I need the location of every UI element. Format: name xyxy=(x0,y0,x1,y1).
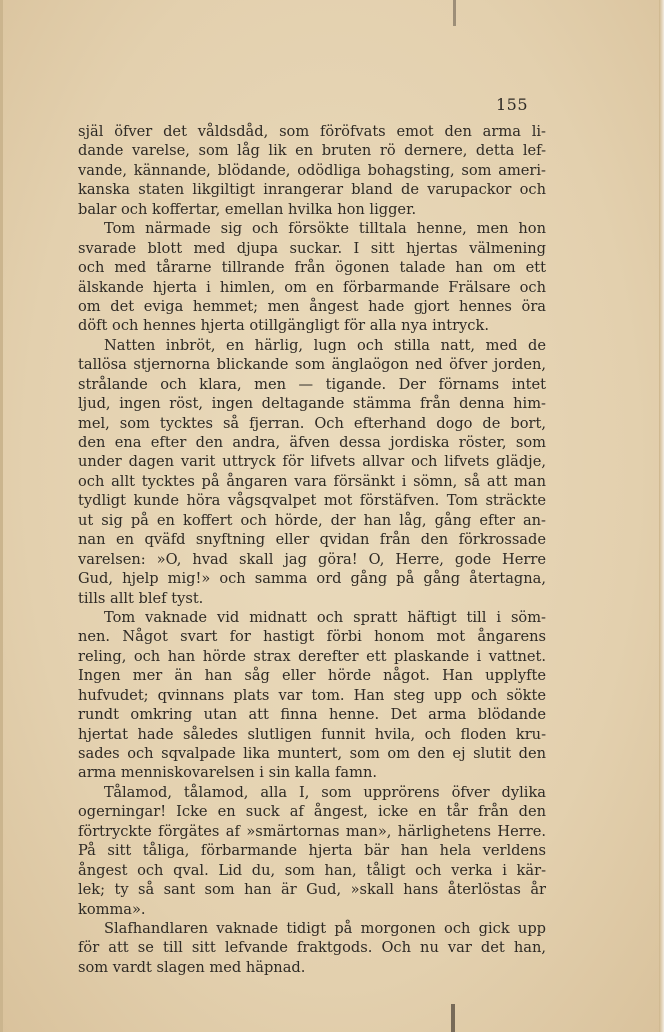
text-line: arma menniskovarelsen i sin kalla famn. xyxy=(78,764,378,782)
text-line: Gud, hjelp mig!» och samma ord gång på gång återtagna, xyxy=(78,570,546,588)
text-line: Tålamod, tålamod, alla I, som upprörens öfver dylika xyxy=(104,783,546,801)
text-line: hjertat hade således slutligen funnit hvila, och floden kru- xyxy=(78,725,546,743)
text-line: reling, och han hörde strax derefter ett plaskande i vattnet. xyxy=(78,647,546,665)
text-line: döft och hennes hjerta otillgängligt för alla nya intryck. xyxy=(78,317,489,335)
text-line: På sitt tåliga, förbarmande hjerta bär han hela verldens xyxy=(78,842,546,860)
text-line: för att se till sitt lefvande fraktgods. Och nu var det han, xyxy=(78,939,546,957)
text-line: mel, som tycktes så fjerran. Och efterhand dogo de bort, xyxy=(78,414,546,432)
text-line: Natten inbröt, en härlig, lugn och stilla natt, med de xyxy=(104,336,546,354)
text-line: ångest och qval. Lid du, som han, tåligt och verka i kär- xyxy=(78,861,546,879)
text-line: rundt omkring utan att finna henne. Det arma blödande xyxy=(78,706,546,724)
text-line: sades och sqvalpade lika muntert, som om den ej slutit den xyxy=(78,745,546,762)
text-line: själ öfver det våldsdåd, som föröfvats emot den arma li- xyxy=(78,123,546,140)
text-line: varelsen: »O, hvad skall jag göra! O, Herre, gode Herre xyxy=(78,550,546,568)
text-line: ogerningar! Icke en suck af ångest, icke en tår från den xyxy=(78,803,546,821)
text-line: tallösa stjernorna blickande som änglaögon ned öfver jorden, xyxy=(78,356,546,374)
text-line: och med tårarne tillrande från ögonen talade han om ett xyxy=(78,259,546,277)
text-line: om det eviga hemmet; men ångest hade gjort hennes öra xyxy=(78,297,546,315)
text-line: Slafhandlaren vaknade tidigt på morgonen och gick upp xyxy=(104,919,546,937)
binding-mark-top xyxy=(453,0,456,26)
text-line: komma». xyxy=(78,900,146,918)
text-line: balar och koffertar, emellan hvilka hon ligger. xyxy=(78,200,417,218)
text-line: förtryckte förgätes af »smärtornas man», härlighetens Herre. xyxy=(78,822,546,840)
body-text xyxy=(78,122,546,977)
text-line: nen. Något svart for hastigt förbi honom mot ångarens xyxy=(78,628,546,646)
text-line: svarade blott med djupa suckar. I sitt hjertas välmening xyxy=(78,239,546,257)
text-line: vande, kännande, blödande, odödliga bohagsting, som ameri- xyxy=(78,161,546,179)
text-line: och allt tycktes på ångaren vara försänkt i sömn, så att man xyxy=(78,472,546,490)
text-line: som vardt slagen med häpnad. xyxy=(78,958,306,976)
text-line: Tom närmade sig och försökte tilltala henne, men hon xyxy=(104,220,546,238)
text-line: nan en qväfd snyftning eller qvidan från den förkrossade xyxy=(78,531,546,549)
text-line: dande varelse, som låg lik en bruten rö dernere, detta lef- xyxy=(78,142,546,160)
text-line: tills allt blef tyst. xyxy=(78,589,204,607)
page-number: 155 xyxy=(495,95,528,114)
text-line: Tom vaknade vid midnatt och spratt häftigt till i söm- xyxy=(104,608,546,626)
binding-mark-bottom xyxy=(451,1004,455,1032)
text-line: tydligt kunde höra vågsqvalpet mot förstäfven. Tom sträckte xyxy=(78,492,546,510)
text-line: den ena efter den andra, äfven dessa jordiska röster, som xyxy=(78,434,546,451)
text-line: älskande hjerta i himlen, om en förbarmande Frälsare och xyxy=(78,278,546,296)
text-line: strålande och klara, men — tigande. Der förnams intet xyxy=(78,375,546,393)
text-line: ljud, ingen röst, ingen deltagande stämma från denna him- xyxy=(78,395,546,413)
text-line: kanska staten likgiltigt inrangerar bland de varupackor och xyxy=(78,181,546,199)
text-line: Ingen mer än han såg eller hörde något. Han upplyfte xyxy=(78,667,546,685)
text-line: under dagen varit uttryck för lifvets allvar och lifvets glädje, xyxy=(78,453,546,471)
text-line: lek; ty så sant som han är Gud, »skall hans återlöstas år xyxy=(78,881,546,899)
page-left-edge xyxy=(0,0,3,1032)
text-line: hufvudet; qvinnans plats var tom. Han steg upp och sökte xyxy=(78,686,546,704)
page-right-edge xyxy=(659,0,664,1032)
text-line: ut sig på en koffert och hörde, der han låg, gång efter an- xyxy=(78,511,546,529)
